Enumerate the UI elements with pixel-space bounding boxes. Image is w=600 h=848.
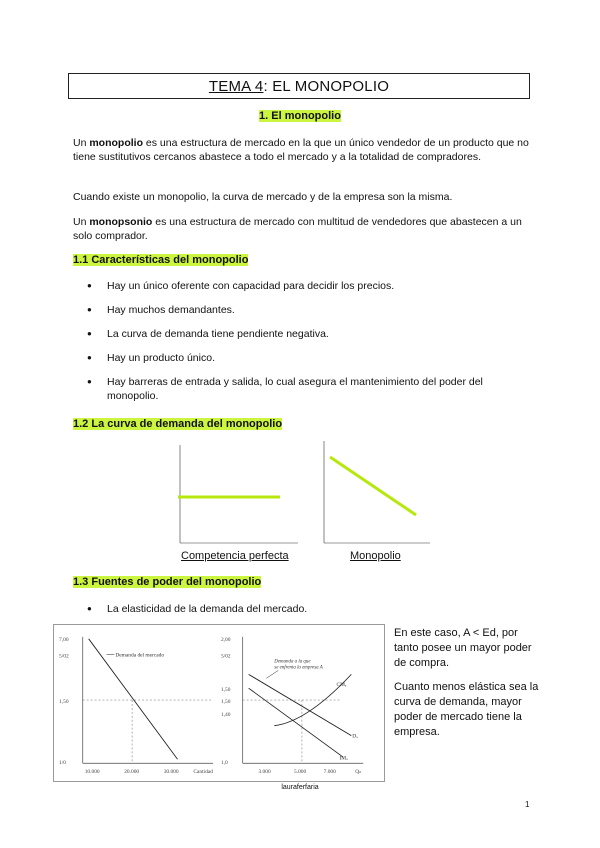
caption-perfect-competition: Competencia perfecta: [181, 550, 289, 562]
section-1-2-heading-row: [73, 418, 282, 430]
market-demand-label: Demanda del mercado: [115, 652, 165, 659]
list-item: ● Hay muchos demandantes.: [73, 303, 533, 317]
monopoly-demand-line: [330, 457, 416, 515]
right-y-tick: 5/02: [220, 653, 231, 660]
firm-demand-label-1: Demanda a la que: [274, 659, 311, 665]
section-1-1-heading-row: [73, 254, 248, 266]
demand-curves-diagram: [160, 435, 450, 550]
list-item: ● La elasticidad de la demanda del mercado.: [73, 602, 533, 616]
power-sources-list: [73, 602, 533, 626]
left-x-tick: 30.000: [163, 769, 179, 776]
left-x-tick: 20.000: [124, 769, 140, 776]
section-1-3-heading: 1.3 Fuentes de poder del monopolio: [73, 576, 262, 588]
right-x-label: Qₙ: [355, 769, 362, 776]
section-1-2-heading: 1.2 La curva de demanda del monopolio: [73, 418, 283, 430]
list-item: ● Hay barreras de entrada y salida, lo cual asegura el mantenimiento del poder del monopolio.: [73, 375, 533, 403]
left-y-tick: 5/02: [59, 653, 69, 660]
para1-a: Un: [73, 137, 90, 149]
elasticity-figure: [53, 624, 385, 782]
title-rest: : EL MONOPOLIO: [263, 77, 390, 95]
right-y-tick: 1,0: [220, 760, 228, 767]
left-y-tick: 7,00: [59, 636, 69, 643]
firm-demand-label-2: se enfrenta la empresa A: [274, 665, 323, 671]
right-x-tick: 7.000: [323, 769, 336, 776]
side-note-elasticity: En este caso, A < Ed, por tanto posee un mayor poder de compra.: [394, 627, 532, 669]
right-y-tick: 2,00: [220, 636, 231, 643]
cm-label: CMₐ: [336, 682, 347, 689]
section-1-3-heading-row: [73, 576, 261, 588]
left-y-tick: 1,50: [59, 699, 69, 705]
right-x-tick: 5.000: [294, 769, 307, 776]
para1-b: es una estructura de mercado en la que un único vendedor de un producto que no tiene sustitutivos cercanos abastece a todo el mercado y a la totalidad de compradores.: [73, 137, 529, 163]
right-x-tick: 3.000: [258, 769, 271, 776]
section-1-heading-row: [0, 110, 600, 122]
left-x-label: Cantidad: [193, 769, 213, 776]
section-1-1-heading: 1.1 Características del monopolio: [73, 254, 249, 266]
side-note-market-power: Cuanto menos elástica sea la curva de demanda, mayor poder de mercado tiene la empresa.: [394, 681, 539, 738]
paragraph-monopolio: [73, 136, 533, 164]
para3-b: es una estructura de mercado con multitud de vendedores que abastecen a un solo comprador.: [73, 216, 522, 242]
characteristics-list: [73, 279, 533, 413]
para1-bold: monopolio: [89, 137, 143, 149]
page-title: [68, 73, 530, 99]
firm-demand-panel: [221, 637, 363, 775]
left-y-tick: 1/0: [59, 760, 66, 767]
right-y-tick: 1,40: [220, 711, 231, 718]
left-x-tick: 10.000: [84, 769, 100, 776]
page-number: 1: [525, 800, 530, 809]
para3-a: Un: [73, 216, 90, 228]
list-item: ● Hay un producto único.: [73, 351, 533, 365]
market-demand-panel: [59, 637, 213, 775]
list-item: ● Hay un único oferente con capacidad para decidir los precios.: [73, 279, 533, 293]
paragraph-monopsonio: [73, 215, 533, 243]
right-y-tick: 1,50: [220, 687, 231, 694]
section-1-heading: 1. El monopolio: [259, 110, 341, 122]
para3-bold: monopsonio: [89, 216, 153, 228]
paragraph-curva: Cuando existe un monopolio, la curva de mercado y de la empresa son la misma.: [73, 191, 453, 203]
img-label: IMₐ: [339, 755, 348, 762]
d-label: Dₐ: [352, 733, 358, 740]
title-topic: TEMA 4: [208, 77, 264, 95]
right-y-tick: 1,50: [220, 699, 231, 705]
caption-monopoly: Monopolio: [350, 550, 401, 562]
footer-author: lauraferfaria: [281, 784, 319, 791]
list-item: ● La curva de demanda tiene pendiente negativa.: [73, 327, 533, 341]
